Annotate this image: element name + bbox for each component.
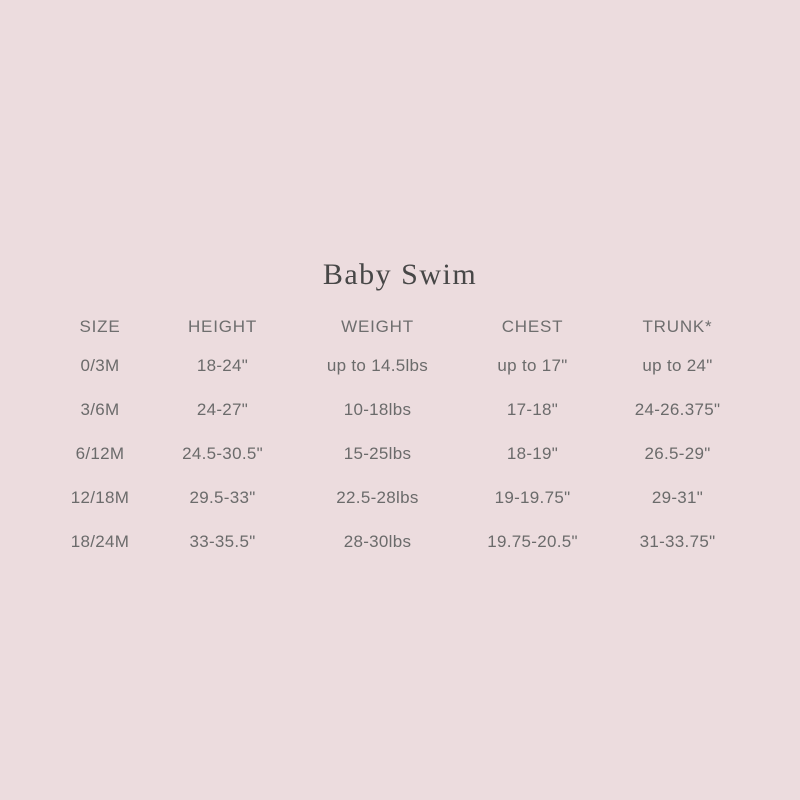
column-header-height: HEIGHT [187,317,258,336]
table-cell: 15-25lbs [343,444,412,463]
table-cell: 22.5-28lbs [336,488,419,507]
table-row [50,344,750,388]
table-cell: 24.5-30.5" [182,444,263,463]
table-cell: 17-18" [506,400,559,419]
table-cell: 18-24" [196,356,249,375]
table-header-row [50,310,750,344]
table-cell: 10-18lbs [343,400,412,419]
table-cell: 19.75-20.5" [487,532,578,551]
table-cell: 24-27" [196,400,249,419]
table-cell: 29-31" [651,488,704,507]
table-cell: 18-19" [506,444,559,463]
table-cell: 19-19.75" [494,488,571,507]
table-row [50,432,750,476]
table-cell: 12/18M [70,488,130,507]
table-cell: 26.5-29" [644,444,711,463]
table-row [50,388,750,432]
table-cell: 18/24M [70,532,130,551]
table-cell: 0/3M [80,356,120,375]
size-chart-table [50,310,750,564]
table-cell: up to 24" [642,356,713,375]
table-cell: 29.5-33" [189,488,256,507]
table-cell: 28-30lbs [343,532,412,551]
table-cell: 33-35.5" [189,532,256,551]
table-row [50,520,750,564]
table-cell: up to 17" [497,356,568,375]
column-header-size: SIZE [79,317,121,336]
column-header-chest: CHEST [501,317,564,336]
table-cell: 3/6M [80,400,120,419]
table-cell: up to 14.5lbs [326,356,429,375]
table-cell: 31-33.75" [639,532,716,551]
table-cell: 24-26.375" [634,400,721,419]
column-header-trunk: TRUNK* [642,317,713,336]
page-title: Baby Swim [322,258,478,291]
table-row [50,476,750,520]
column-header-weight: WEIGHT [341,317,414,336]
table-cell: 6/12M [75,444,125,463]
